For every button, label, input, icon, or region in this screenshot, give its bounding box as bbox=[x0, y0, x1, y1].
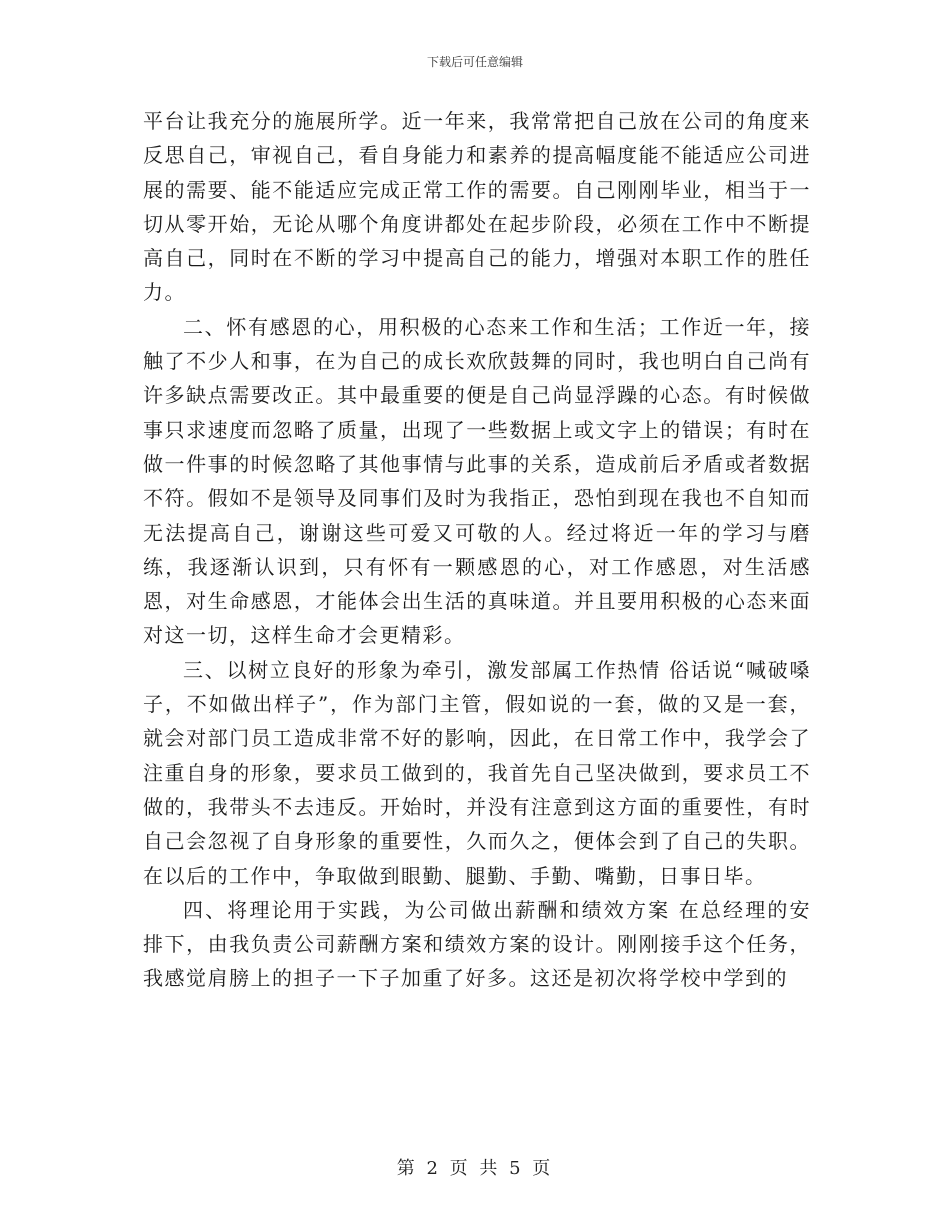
paragraph-continuation: 平台让我充分的施展所学。近一年来，我常常把自己放在公司的角度来反思自己，审视自己，看自身能力和素养的提高幅度能不能适应公司进展的需要、能不能适应完成正常工作的需要。自己刚刚毕业，相当于一切从零开始，无论从哪个角度讲都处在起步阶段，必须在工作中不断提高自己，同时在不断的学习中提高自己的能力，增强对本职工作的胜任力。 bbox=[143, 109, 811, 305]
paragraph-section-4: 四、将理论用于实践，为公司做出薪酬和绩效方案 在总经理的安排下，由我负责公司薪酬方案和绩效方案的设计。刚刚接手这个任务，我感觉肩膀上的担子一下子加重了好多。这还是初次将学校中学到的 bbox=[143, 897, 811, 991]
paragraph-section-3: 三、以树立良好的形象为牵引，激发部属工作热情 俗话说“喊破嗓子，不如做出样子”，作为部门主管，假如说的一套，做的又是一套，就会对部门员工造成非常不好的影响，因此，在日常工作中，我学会了注重自身的形象，要求员工做到的，我首先自己坚决做到，要求员工不做的，我带头不去违反。开始时，并没有注意到这方面的重要性，有时自己会忽视了自身形象的重要性，久而久之，便体会到了自己的失职。在以后的工作中，争取做到眼勤、腿勤、手勤、嘴勤，日事日毕。 bbox=[143, 657, 811, 888]
page-number-footer: 第 2 页 共 5 页 bbox=[396, 1158, 554, 1179]
body-text bbox=[143, 104, 811, 996]
paragraph-section-2: 二、怀有感恩的心，用积极的心态来工作和生活；工作近一年，接触了不少人和事，在为自己的成长欢欣鼓舞的同时，我也明白自己尚有许多缺点需要改正。其中最重要的便是自己尚显浮躁的心态。有时候做事只求速度而忽略了质量，出现了一些数据上或文字上的错误；有时在做一件事的时候忽略了其他事情与此事的关系，造成前后矛盾或者数据不符。假如不是领导及同事们及时为我指正，恐怕到现在我也不自知而无法提高自己，谢谢这些可爱又可敬的人。经过将近一年的学习与磨练，我逐渐认识到，只有怀有一颗感恩的心，对工作感恩，对生活感恩，对生命感恩，才能体会出生活的真味道。并且要用积极的心态来面对这一切，这样生命才会更精彩。 bbox=[143, 314, 811, 648]
page-header: 下载后可任意编辑 bbox=[426, 55, 523, 69]
